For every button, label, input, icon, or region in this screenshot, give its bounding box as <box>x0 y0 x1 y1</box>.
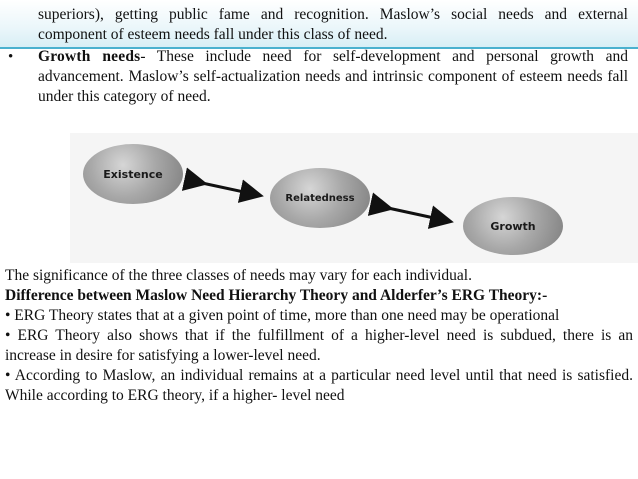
bullet-icon: • <box>8 49 14 65</box>
relatedness-node: Relatedness <box>270 168 370 228</box>
significance-text: The significance of the three classes of needs may vary for each individual. <box>5 267 472 284</box>
arrow-relatedness-growth <box>388 208 448 221</box>
existence-node: Existence <box>83 144 183 204</box>
growth-needs-text <box>38 47 628 107</box>
growth-node: Growth <box>463 197 563 255</box>
difference-heading-text: Difference between Maslow Need Hierarchy Theory and Alderfer’s ERG Theory:- <box>5 287 548 304</box>
continuation-paragraph: superiors), getting public fame and recognition. Maslow’s social needs and external component of esteem needs fall under this class of need. <box>38 6 628 43</box>
growth-needs-term: Growth needs <box>38 48 141 65</box>
erg-diagram <box>70 133 638 263</box>
difference-heading <box>5 286 633 306</box>
point-3: • According to Maslow, an individual remains at a particular need level until that need is satisfied. While according to ERG theory, if a higher- level need <box>5 367 633 404</box>
growth-needs-bullet <box>8 47 628 107</box>
growth-needs-description: - These include need for self-development and personal growth and advancement. Maslow’s self-actualization needs and intrinsic component of esteem needs fall under this category of need. <box>38 48 628 105</box>
lower-text <box>5 266 633 406</box>
point-2: • ERG Theory also shows that if the fulfillment of a higher-level need is subdued, there is an increase in desire for satisfying a lower-level need. <box>5 327 633 364</box>
point-1: • ERG Theory states that at a given point of time, more than one need may be operational <box>5 307 560 324</box>
arrow-existence-relatedness <box>202 183 258 195</box>
